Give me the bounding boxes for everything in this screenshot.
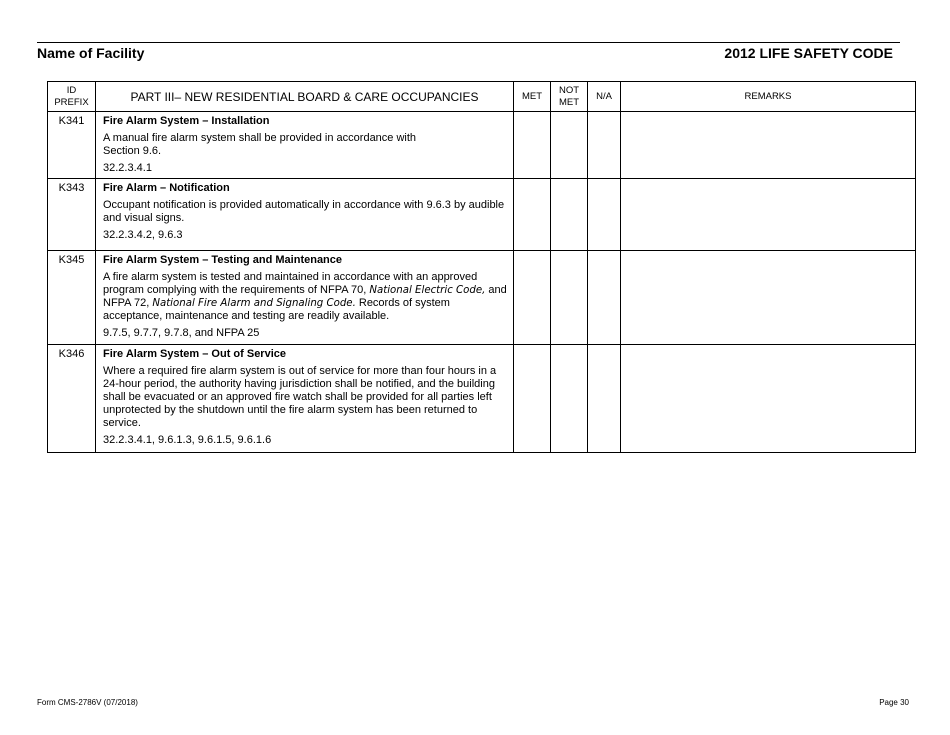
remarks-cell[interactable] — [621, 112, 916, 179]
met-checkbox-cell[interactable] — [514, 251, 551, 345]
form-number: Form CMS-2786V (07/2018) — [37, 698, 138, 707]
row-id: K343 — [48, 179, 96, 251]
row-body: Occupant notification is provided automatically in accordance with 9.6.3 by audible and visual signs. — [103, 199, 505, 224]
table-row — [48, 112, 916, 179]
row-reference: 32.2.3.4.1, 9.6.1.3, 9.6.1.5, 9.6.1.6 — [103, 434, 272, 446]
row-description — [96, 112, 514, 179]
met-checkbox-cell[interactable] — [514, 345, 551, 453]
facility-name-label: Name of Facility — [37, 45, 145, 61]
row-title: Fire Alarm System – Installation — [103, 115, 270, 127]
row-body: A manual fire alarm system shall be provided in accordance with Section 9.6. — [103, 132, 417, 157]
table-row — [48, 251, 916, 345]
not-met-checkbox-cell[interactable] — [551, 251, 588, 345]
row-description — [96, 345, 514, 453]
met-header: MET — [514, 82, 551, 112]
id-prefix-header — [48, 82, 96, 112]
not-met-checkbox-cell[interactable] — [551, 345, 588, 453]
na-checkbox-cell[interactable] — [588, 251, 621, 345]
remarks-cell[interactable] — [621, 179, 916, 251]
remarks-cell[interactable] — [621, 345, 916, 453]
row-body-text: and NFPA 72, — [103, 284, 507, 309]
row-body-italic: National Electric Code, — [369, 285, 486, 296]
row-body — [103, 271, 511, 323]
row-title: Fire Alarm System – Out of Service — [103, 348, 286, 360]
row-body-text: A fire alarm system is tested and maintained in accordance with an approved program complying with the requirements of NFPA 70, — [103, 271, 478, 296]
id-header-bottom: PREFIX — [54, 96, 89, 108]
not-met-header-bottom: MET — [558, 96, 580, 108]
row-description — [96, 251, 514, 345]
table-header-row — [48, 82, 916, 112]
met-checkbox-cell[interactable] — [514, 112, 551, 179]
row-body-italic: National Fire Alarm and Signaling Code. — [152, 298, 356, 309]
row-title: Fire Alarm – Notification — [103, 182, 230, 194]
life-safety-table — [47, 81, 916, 453]
row-body-text: Records of system acceptance, maintenance and testing are readily available. — [103, 297, 450, 322]
met-checkbox-cell[interactable] — [514, 179, 551, 251]
na-checkbox-cell[interactable] — [588, 345, 621, 453]
row-id: K346 — [48, 345, 96, 453]
na-checkbox-cell[interactable] — [588, 179, 621, 251]
table-row — [48, 179, 916, 251]
remarks-cell[interactable] — [621, 251, 916, 345]
row-id: K345 — [48, 251, 96, 345]
row-title: Fire Alarm System – Testing and Maintenance — [103, 254, 343, 266]
not-met-checkbox-cell[interactable] — [551, 179, 588, 251]
code-title: 2012 LIFE SAFETY CODE — [724, 45, 893, 61]
row-id: K341 — [48, 112, 96, 179]
row-body: Where a required fire alarm system is out of service for more than four hours in a 24-hour period, the authority having jurisdiction shall be notified, and the building shall be evacuated or an approved fire watch shall be provided for all parties left unprotected by the shutdown until the fire alarm system has been returned to service. — [103, 365, 497, 429]
row-reference: 9.7.5, 9.7.7, 9.7.8, and NFPA 25 — [103, 327, 260, 339]
na-checkbox-cell[interactable] — [588, 112, 621, 179]
remarks-header: REMARKS — [621, 82, 916, 112]
row-reference: 32.2.3.4.2, 9.6.3 — [103, 229, 183, 241]
na-header: N/A — [588, 82, 621, 112]
not-met-checkbox-cell[interactable] — [551, 112, 588, 179]
part-header: PART III– NEW RESIDENTIAL BOARD & CARE OCCUPANCIES — [96, 82, 514, 112]
not-met-header-top: NOT — [558, 84, 580, 96]
id-header-top: ID — [66, 84, 77, 96]
not-met-header — [551, 82, 588, 112]
page-number: Page 30 — [879, 698, 909, 707]
row-reference: 32.2.3.4.1 — [103, 162, 152, 174]
table-row — [48, 345, 916, 453]
page-header — [37, 42, 900, 63]
row-description — [96, 179, 514, 251]
